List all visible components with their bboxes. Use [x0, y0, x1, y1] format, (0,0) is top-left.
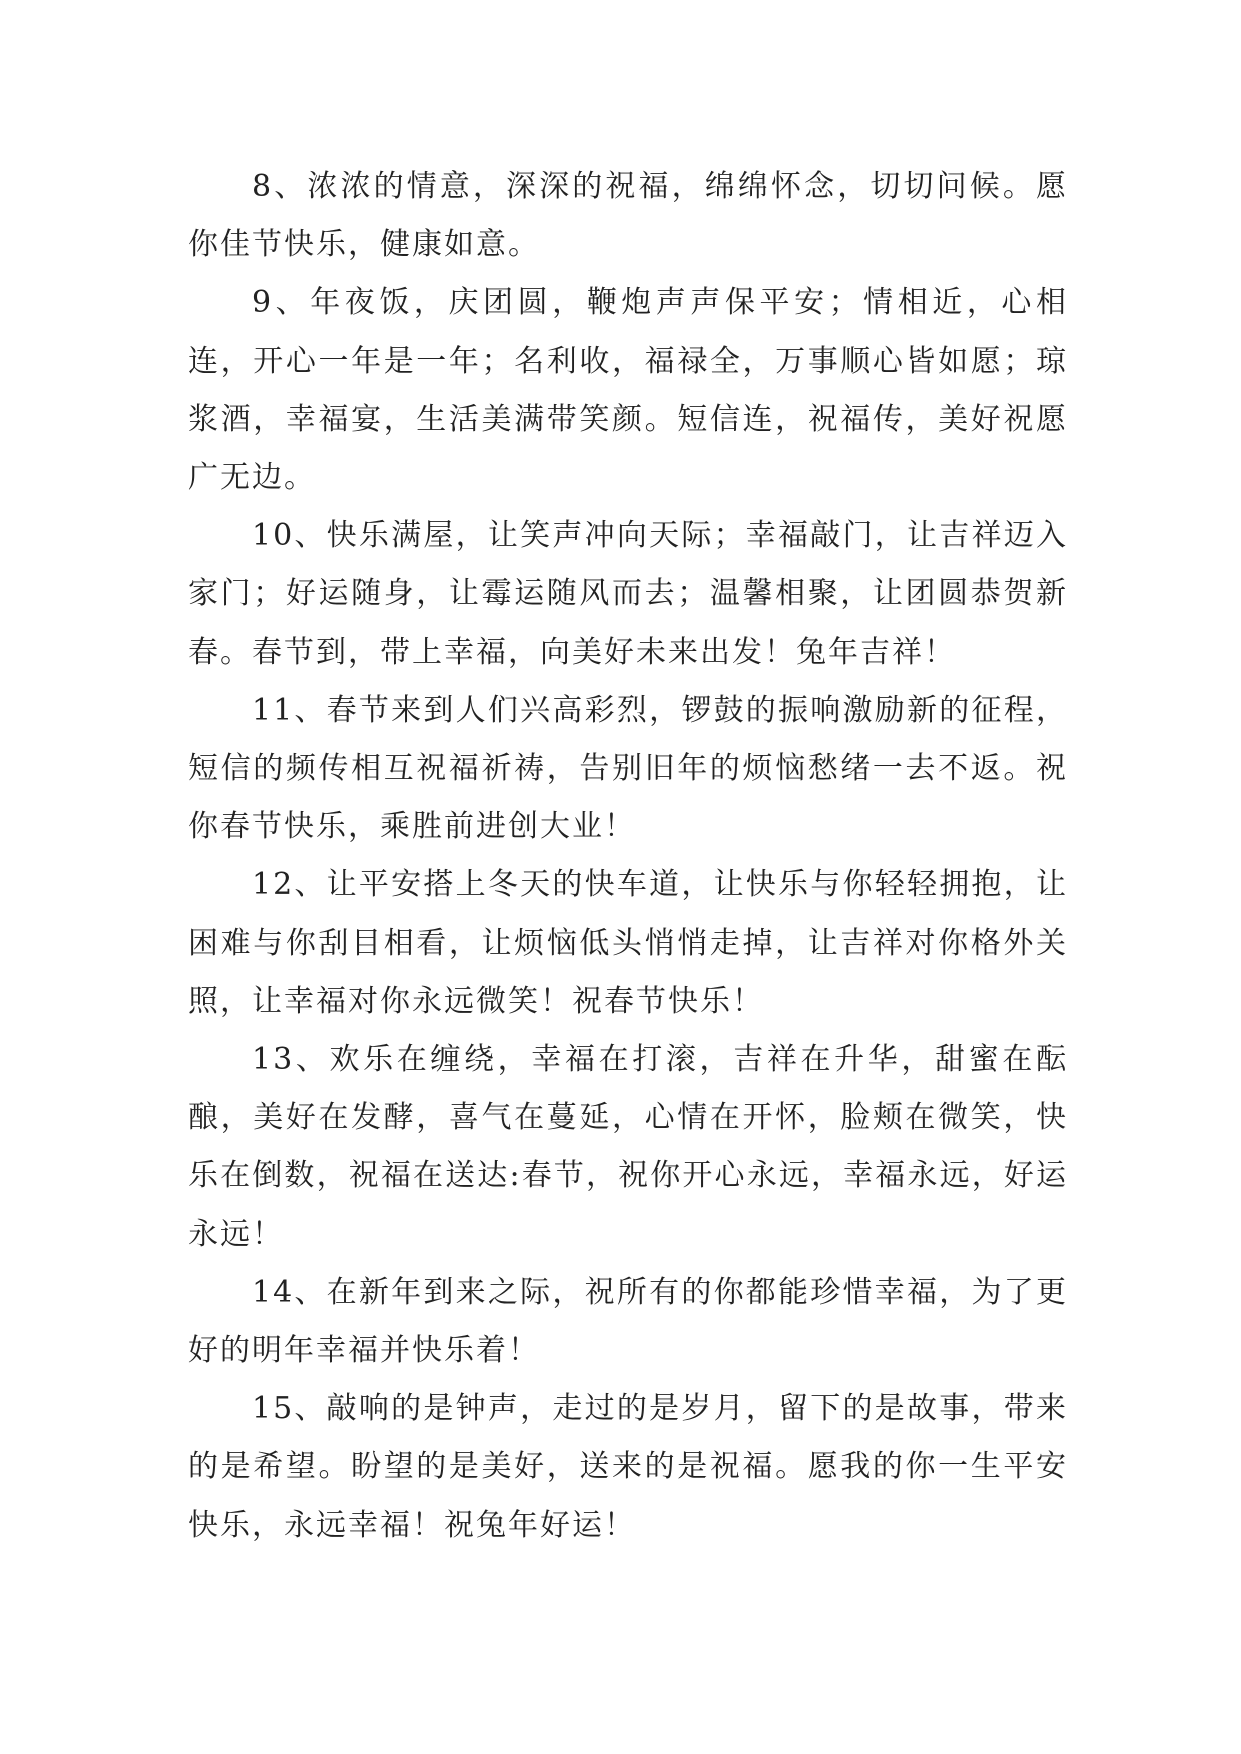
paragraph-13: 13、欢乐在缠绕，幸福在打滚，吉祥在升华，甜蜜在酝酿，美好在发酵，喜气在蔓延，心情在开怀，脸颊在微笑，快乐在倒数，祝福在送达:春节，祝你开心永远，幸福永远，好运永远！: [188, 1042, 1068, 1252]
document-body: [188, 158, 1068, 1555]
paragraph-9: 9、年夜饭，庆团圆，鞭炮声声保平安；情相近，心相连，开心一年是一年；名利收，福禄全，万事顺心皆如愿；琼浆酒，幸福宴，生活美满带笑颜。短信连，祝福传，美好祝愿广无边。: [188, 285, 1068, 496]
paragraph-14: 14、在新年到来之际，祝所有的你都能珍惜幸福，为了更好的明年幸福并快乐着！: [188, 1274, 1068, 1369]
paragraph-11: 11、春节来到人们兴高彩烈，锣鼓的振响激励新的征程，短信的频传相互祝福祈祷，告别旧年的烦恼愁绪一去不返。祝你春节快乐，乘胜前进创大业！: [188, 692, 1068, 845]
paragraph-8: 8、浓浓的情意，深深的祝福，绵绵怀念，切切问候。愿你佳节快乐，健康如意。: [188, 169, 1068, 263]
paragraph-15: 15、敲响的是钟声，走过的是岁月，留下的是故事，带来的是希望。盼望的是美好，送来的是祝福。愿我的你一生平安快乐，永远幸福！祝兔年好运！: [188, 1391, 1068, 1543]
paragraph-10: 10、快乐满屋，让笑声冲向天际；幸福敲门，让吉祥迈入家门；好运随身，让霉运随风而去；温馨相聚，让团圆恭贺新春。春节到，带上幸福，向美好未来出发！兔年吉祥！: [188, 518, 1068, 670]
paragraph-12: 12、让平安搭上冬天的快车道，让快乐与你轻轻拥抱，让困难与你刮目相看，让烦恼低头悄悄走掉，让吉祥对你格外关照，让幸福对你永远微笑！祝春节快乐！: [188, 867, 1068, 1019]
